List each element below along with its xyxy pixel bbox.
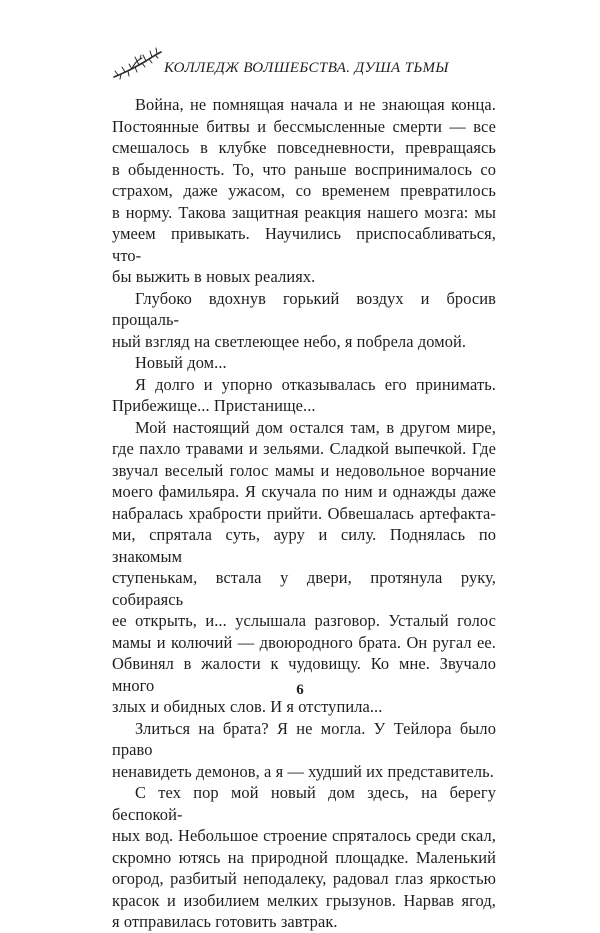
text-line: Глубоко вдохнув горький воздух и бросив прощаль- — [112, 288, 496, 329]
running-header — [112, 44, 512, 84]
text-line: Прибежище... Пристанище... — [112, 396, 316, 415]
text-line: Злиться на брата? Я не могла. У Тейлора было право — [112, 718, 496, 759]
text-line: умеем привыкать. Научились приспосабливаться, что- — [112, 224, 496, 265]
paragraph — [112, 288, 496, 353]
text-line: ми, спрятала суть, ауру и силу. Поднялась по знакомым — [112, 525, 496, 566]
text-line: моего фамильяра. Я скучала по ним и однажды даже — [112, 482, 496, 501]
text-line: где пахло травами и зельями. Сладкой выпечкой. Где — [112, 439, 496, 458]
body-text — [112, 94, 496, 933]
text-line: я отправилась готовить завтрак. — [112, 912, 338, 931]
text-line: смешалось в клубке повседневности, превращаясь — [112, 138, 496, 157]
text-line: ных вод. Небольшое строение спряталось среди скал, — [112, 826, 496, 845]
paragraph — [112, 782, 496, 933]
text-line: красок и изобилием мелких грызунов. Нарвав ягод, — [112, 890, 496, 910]
text-line: скромно ютясь на природной площадке. Маленький — [112, 847, 496, 867]
text-line: ненавидеть демонов, а я — худший их представитель. — [112, 761, 494, 781]
text-line: Война, не помнящая начала и не знающая конца. — [135, 95, 496, 114]
page-number: 6 — [296, 682, 304, 698]
text-line: в норму. Такова защитная реакция нашего мозга: мы — [112, 202, 496, 222]
paragraph — [112, 352, 496, 374]
text-line: ее открыть, и... услышала разговор. Усталый голос — [112, 611, 496, 630]
text-line: Я долго и упорно отказывалась его принимать. — [135, 374, 496, 394]
text-line: злых и обидных слов. И я отступила... — [112, 697, 383, 716]
text-line: ступенькам, встала у двери, протянула руку, собираясь — [112, 568, 496, 609]
text-line: Постоянные битвы и бессмысленные смерти — все — [112, 116, 496, 136]
text-line: набралась храбрости прийти. Обвешалась артефакта- — [112, 503, 496, 523]
text-line: Обвинял в жалости к чудовищу. Ко мне. Звучало много — [112, 654, 496, 695]
text-line: С тех пор мой новый дом здесь, на берегу беспокой- — [112, 783, 496, 824]
text-line: ный взгляд на светлеющее небо, я побрела домой. — [112, 331, 467, 351]
text-line: Мой настоящий дом остался там, в другом мире, — [135, 417, 496, 437]
paragraph — [112, 417, 496, 718]
text-line: звучал веселый голос мамы и недовольное ворчание — [112, 460, 496, 480]
text-line: Новый дом... — [135, 353, 227, 372]
text-line: огород, разбитый неподалеку, радовал глаз яркостью — [112, 869, 496, 888]
running-title: КОЛЛЕДЖ ВОЛШЕБСТВА. ДУША ТЬМЫ — [164, 60, 449, 76]
paragraph — [112, 374, 496, 417]
thorny-branch-icon — [112, 46, 162, 84]
text-line: страхом, даже ужасом, со временем превратилось — [112, 181, 496, 200]
text-line: бы выжить в новых реалиях. — [112, 267, 316, 286]
text-line: мамы и колючий — двоюродного брата. Он ругал ее. — [112, 632, 496, 652]
paragraph — [112, 94, 496, 288]
text-line: в обыденность. То, что раньше воспринималось со — [112, 159, 496, 179]
